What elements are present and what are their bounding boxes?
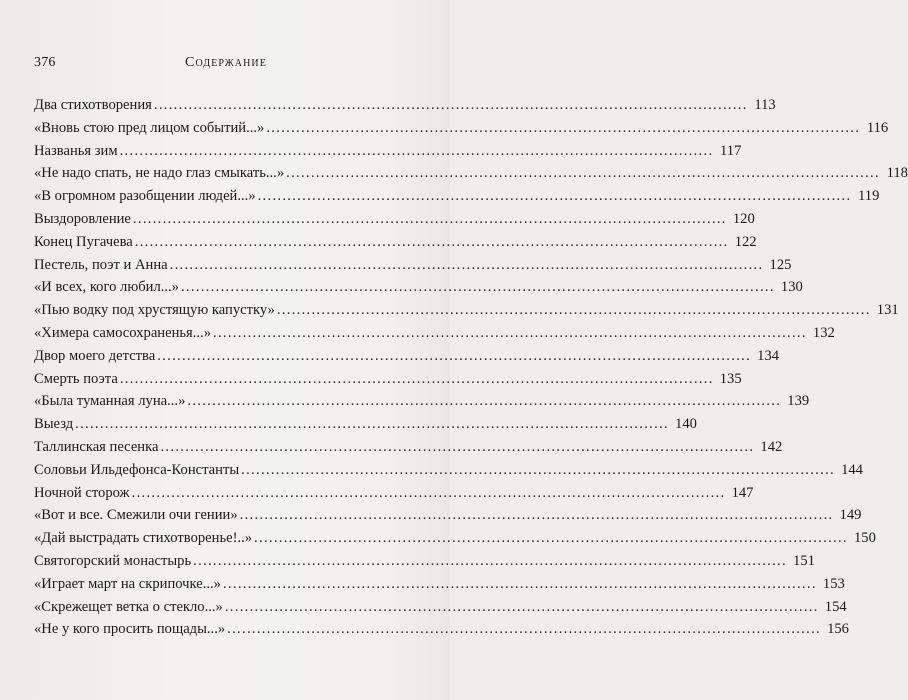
toc-leader-dots: ........................................................................................................................ [193,552,787,569]
toc-entry [34,393,810,416]
toc-leader-dots: ........................................................................................................................ [257,188,852,205]
toc-leader-dots: ........................................................................................................................ [119,370,714,387]
toc-entry [34,438,783,462]
toc-leader-dots: ........................................................................................................................ [266,119,861,136]
toc-entry-title: Конец Пугачева [34,233,133,250]
toc-leader-dots: ........................................................................................................................ [75,416,669,433]
toc-entry [34,530,876,553]
toc-entry [34,484,754,508]
toc-entry-title: Выезд [34,416,74,433]
toc-entry [34,507,862,530]
toc-entry-page: 153 [822,575,845,592]
toc-leader-dots: ........................................................................................................................ [134,233,729,250]
toc-entry [34,142,742,166]
toc-entry-page: 135 [719,370,742,387]
page-number: 376 [34,55,56,70]
toc-entry-page: 151 [793,552,815,569]
toc-entry [34,324,835,348]
toc-entry-title: Пестель, поэт и Анна [34,256,168,273]
toc-leader-dots: ........................................................................................................................ [222,575,817,592]
toc-leader-dots: ........................................................................................................................ [157,347,752,364]
toc-entry [34,233,757,257]
toc-entry-page: 149 [839,507,862,524]
toc-entry [34,552,815,576]
toc-entry-title: Выздоровление [34,210,131,227]
toc-leader-dots: ........................................................................................................................ [213,324,807,341]
toc-entry [34,165,908,188]
toc-entry-title: «Не у кого просить пощады...» [34,621,226,638]
toc-entry-title: «Была туманная луна...» [34,393,186,410]
toc-entry-title: Двор моего детства [34,347,156,364]
toc-entry [34,188,880,211]
toc-entry-title: «Вот и все. Смежили очи гении» [34,507,238,524]
toc-entry-page: 130 [780,279,803,296]
toc-leader-dots: ........................................................................................................................ [131,484,726,501]
page-header [34,55,418,75]
toc-entry [34,256,792,280]
toc-leader-dots: ........................................................................................................................ [187,393,782,410]
toc-entry-title: Названья зим [34,142,118,159]
toc-leader-dots: ........................................................................................................................ [241,461,835,478]
toc-entry-page: 119 [858,188,880,205]
toc-entry-title: «Химера самосохраненья...» [34,324,211,341]
toc-entry-page: 140 [675,416,697,433]
toc-entry-page: 122 [734,233,757,250]
toc-entry-page: 139 [787,393,810,410]
toc-entry-page: 118 [886,165,908,182]
toc-leader-dots: ........................................................................................................................ [286,165,880,182]
toc-entry [34,621,849,644]
toc-entry [34,461,863,485]
toc-entry-title: «В огромном разобщении людей...» [34,188,256,205]
toc-entry [34,97,776,120]
toc-entry-title: «Играет март на скрипочке...» [34,575,221,592]
toc-entry-title: «Не надо спать, не надо глаз смыкать...» [34,165,285,182]
toc-entry-page: 117 [720,142,742,159]
toc-leader-dots: ........................................................................................................................ [180,279,775,296]
toc-entry-page: 132 [812,324,835,341]
toc-entry-title: Смерть поэта [34,370,118,387]
toc-entry [34,302,899,325]
toc-entry-page: 120 [732,210,755,227]
toc-entry-title: «Дай выстрадать стихотворенье!..» [34,530,253,547]
toc-entry-page: 125 [769,256,792,273]
toc-entry-page: 154 [824,598,847,615]
toc-entry [34,210,755,234]
toc-entry [34,598,847,622]
toc-entry-title: «И всех, кого любил...» [34,279,179,296]
toc-entry-title: Святогорский монастырь [34,552,192,569]
toc-entry-page: 150 [853,530,876,547]
toc-entry-page: 131 [876,302,899,319]
toc-entry-title: «Вновь стою пред лицом событий...» [34,119,265,136]
toc-entry [34,370,742,394]
toc-entry [34,279,803,302]
toc-entry-title: Два стихотворения [34,97,152,113]
table-of-contents [34,97,908,644]
toc-entry [34,416,697,439]
toc-entry [34,575,845,599]
toc-entry-title: Таллинская песенка [34,438,159,455]
toc-entry-page: 147 [731,484,754,501]
toc-leader-dots: ........................................................................................................................ [239,507,834,524]
toc-entry [34,119,889,143]
toc-leader-dots: ........................................................................................................................ [169,256,764,273]
toc-leader-dots: ........................................................................................................................ [153,97,748,113]
toc-entry-title: «Пью водку под хрустящую капустку» [34,302,275,319]
running-title: Содержание [185,55,267,70]
toc-entry-title: Ночной сторож [34,484,130,501]
toc-entry-title: «Скрежещет ветка о стекло...» [34,598,223,615]
toc-leader-dots: ........................................................................................................................ [160,438,755,455]
toc-entry [34,347,780,371]
toc-entry-page: 144 [841,461,863,478]
toc-leader-dots: ........................................................................................................................ [224,598,819,615]
toc-entry-page: 134 [757,347,780,364]
toc-leader-dots: ........................................................................................................................ [132,210,727,227]
toc-entry-page: 156 [827,621,849,638]
toc-leader-dots: ........................................................................................................................ [254,530,848,547]
toc-entry-page: 116 [866,119,889,136]
toc-leader-dots: ........................................................................................................................ [227,621,821,638]
toc-leader-dots: ........................................................................................................................ [276,302,871,319]
toc-entry-title: Соловьи Ильдефонса-Константы [34,461,240,478]
toc-entry-page: 113 [754,97,776,113]
toc-leader-dots: ........................................................................................................................ [119,142,714,159]
toc-entry-page: 142 [760,438,783,455]
